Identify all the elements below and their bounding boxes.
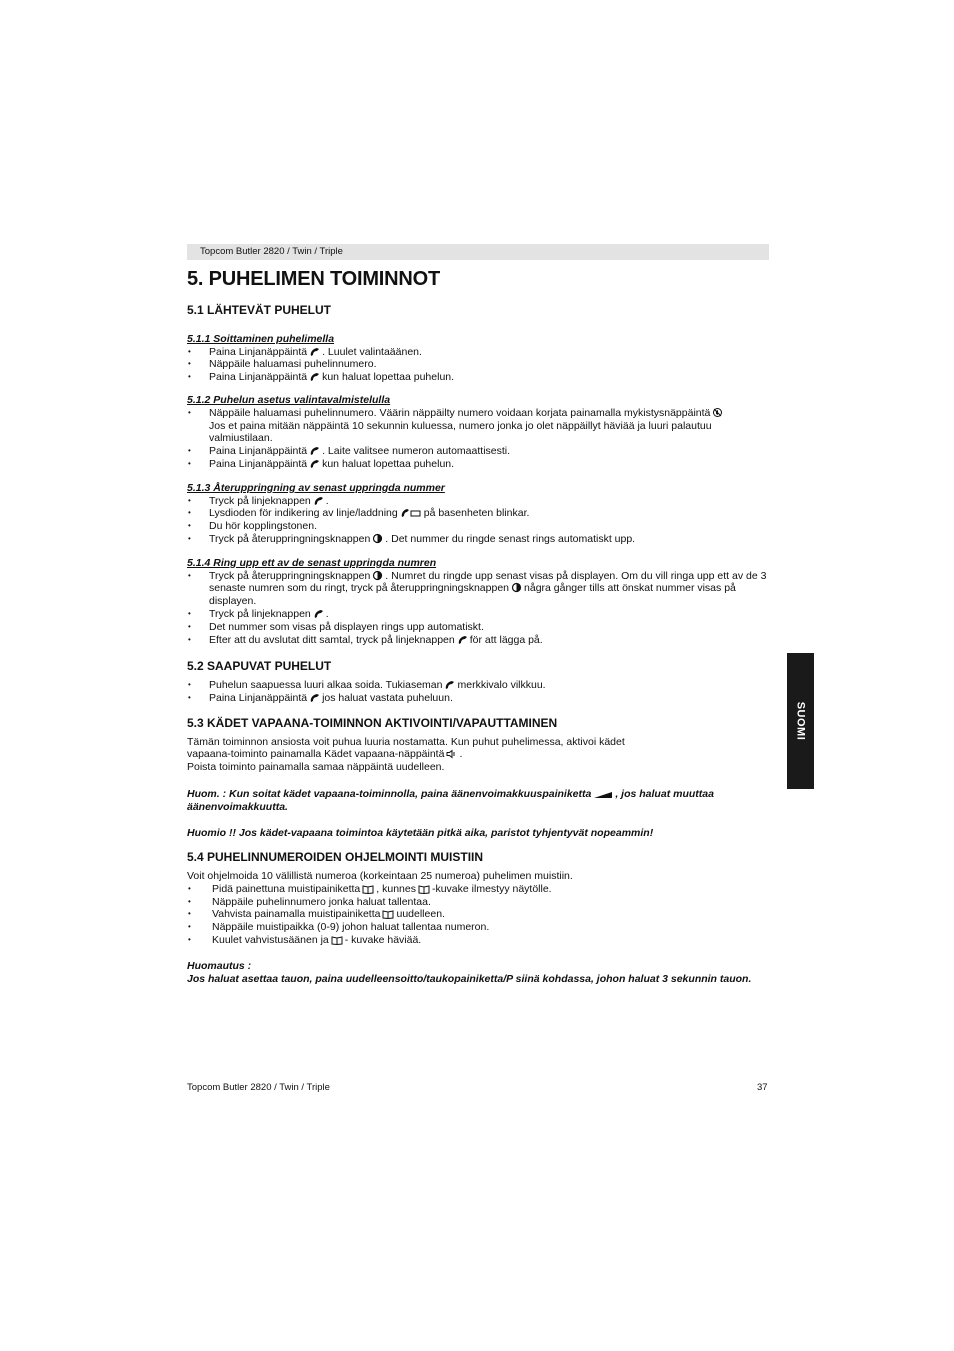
volume-icon bbox=[593, 791, 613, 799]
list-item: • Tryck på återuppringningsknappen . Numret du ringde upp senast visas på displayen. Om du vill ringa upp ett av de 3 senaste numren som du ringt, tryck på återuppringningsknappen några gånger tills att önskat nummer visas på displayen. bbox=[187, 570, 769, 608]
subsection-heading-5-1-3: 5.1.3 Återuppringning av senast uppringda nummer bbox=[187, 481, 445, 494]
phone-icon bbox=[309, 446, 320, 456]
phonebook-icon bbox=[382, 909, 394, 919]
phone-icon bbox=[309, 459, 320, 469]
section-heading-5-1: 5.1 LÄHTEVÄT PUHELUT bbox=[187, 303, 332, 317]
list-item: • Det nummer som visas på displayen rings upp automatiskt. bbox=[187, 621, 769, 634]
list-5-1-3 bbox=[187, 495, 769, 546]
warning-note: Huomio !! Jos kädet-vapaana toimintoa käytetään pitkä aika, paristot tyhjentyvät nopeammin! bbox=[187, 826, 654, 839]
paragraph: vapaana-toiminto painamalla Kädet vapaana-näppäintä . bbox=[187, 748, 463, 761]
footer-title: Topcom Butler 2820 / Twin / Triple bbox=[187, 1082, 330, 1093]
page-number: 37 bbox=[757, 1082, 768, 1093]
list-item: • Paina Linjanäppäintä kun haluat lopettaa puhelun. bbox=[187, 458, 769, 471]
list-item: • Paina Linjanäppäintä jos haluat vastata puheluun. bbox=[187, 692, 769, 705]
subsection-heading-5-1-4: 5.1.4 Ring upp ett av de senast uppringda numren bbox=[187, 556, 437, 569]
line-charge-led-icon bbox=[400, 508, 422, 518]
list-item: • Tryck på återuppringningsknappen . Det nummer du ringde senast rings automatiskt upp. bbox=[187, 533, 769, 546]
list-item: • Näppäile haluamasi puhelinnumero. bbox=[187, 358, 769, 371]
paragraph: Tämän toiminnon ansiosta voit puhua luuria nostamatta. Kun puhut puhelimessa, aktivoi kädet bbox=[187, 735, 625, 748]
note: Huom. : Kun soitat kädet vapaana-toiminnolla, paina äänenvoimakkuuspainiketta , jos haluat muuttaa äänenvoimakkuutta. bbox=[187, 787, 714, 813]
list-item: • Tryck på linjeknappen . bbox=[187, 608, 769, 621]
list-item: • Kuulet vahvistusäänen ja - kuvake häviää. bbox=[187, 934, 769, 947]
phone-icon bbox=[309, 347, 320, 357]
phonebook-icon bbox=[362, 884, 374, 894]
list-item: • Näppäile muistipaikka (0-9) johon haluat tallentaa numeron. bbox=[187, 921, 769, 934]
language-tab bbox=[787, 653, 814, 789]
section-heading-5-2: 5.2 SAAPUVAT PUHELUT bbox=[187, 659, 332, 674]
list-item: • Pidä painettuna muistipainiketta , kunnes -kuvake ilmestyy näytölle. bbox=[187, 883, 769, 896]
section-heading-5-3: 5.3 KÄDET VAPAANA-TOIMINNON AKTIVOINTI/VAPAUTTAMINEN bbox=[187, 715, 558, 730]
phone-icon bbox=[309, 372, 320, 382]
list-item: • Näppäile haluamasi puhelinnumero. Väärin näppäilty numero voidaan korjata painamalla mykistysnäppäintä Jos et paina mitään näppäintä 10 sekunnin kuluessa, numero jonka jo olet näppäillyt häviää ja luuri palautuu valmiustilaan. bbox=[187, 407, 769, 445]
phone-icon bbox=[457, 635, 468, 645]
page-title: 5. PUHELIMEN TOIMINNOT bbox=[187, 268, 441, 290]
list-item: • Lysdioden för indikering av linje/laddning på basenheten blinkar. bbox=[187, 507, 769, 520]
list-item: • Paina Linjanäppäintä . Laite valitsee numeron automaattisesti. bbox=[187, 445, 769, 458]
list-item: • Puhelun saapuessa luuri alkaa soida. Tukiaseman merkkivalo vilkkuu. bbox=[187, 679, 769, 692]
subsection-heading-5-1-1: 5.1.1 Soittaminen puhelimella bbox=[187, 332, 335, 345]
list-5-1-2 bbox=[187, 407, 769, 471]
note-text: Jos haluat asettaa tauon, paina uudelleensoitto/taukopainiketta/P siinä kohdassa, johon haluat 3 sekunnin tauon. bbox=[187, 972, 752, 985]
list-5-1-4 bbox=[187, 570, 769, 647]
list-item: • Tryck på linjeknappen . bbox=[187, 495, 769, 508]
section-heading-5-4: 5.4 PUHELINNUMEROIDEN OHJELMOINTI MUISTIIN bbox=[187, 850, 484, 865]
phone-icon bbox=[313, 609, 324, 619]
list-item: • Näppäile puhelinnumero jonka haluat tallentaa. bbox=[187, 896, 769, 909]
list-5-2 bbox=[187, 679, 769, 705]
phonebook-icon bbox=[331, 935, 343, 945]
list-5-1-1 bbox=[187, 346, 769, 384]
redial-icon bbox=[372, 533, 383, 544]
running-header: Topcom Butler 2820 / Twin / Triple bbox=[187, 244, 769, 260]
paragraph: Voit ohjelmoida 10 välillistä numeroa (korkeintaan 25 numeroa) puhelimen muistiin. bbox=[187, 870, 573, 883]
list-item: • Paina Linjanäppäintä . Luulet valintaäänen. bbox=[187, 346, 769, 359]
speaker-icon bbox=[446, 749, 457, 759]
note-title: Huomautus : bbox=[187, 959, 252, 972]
mute-icon bbox=[712, 407, 723, 418]
list-5-4 bbox=[187, 883, 769, 947]
redial-icon bbox=[372, 570, 383, 581]
list-item: • Du hör kopplingstonen. bbox=[187, 520, 769, 533]
phone-icon bbox=[313, 496, 324, 506]
phone-icon bbox=[309, 693, 320, 703]
list-item: • Efter att du avslutat ditt samtal, tryck på linjeknappen för att lägga på. bbox=[187, 634, 769, 647]
paragraph: Poista toiminto painamalla samaa näppäintä uudelleen. bbox=[187, 761, 445, 774]
language-tab-label: SUOMI bbox=[794, 701, 807, 741]
list-item: • Vahvista painamalla muistipainiketta uudelleen. bbox=[187, 908, 769, 921]
list-item: • Paina Linjanäppäintä kun haluat lopettaa puhelun. bbox=[187, 371, 769, 384]
page-content bbox=[187, 304, 769, 985]
redial-icon bbox=[511, 582, 522, 593]
phone-icon bbox=[444, 680, 455, 690]
phonebook-icon bbox=[418, 884, 430, 894]
subsection-heading-5-1-2: 5.1.2 Puhelun asetus valintavalmistelulla bbox=[187, 393, 391, 406]
